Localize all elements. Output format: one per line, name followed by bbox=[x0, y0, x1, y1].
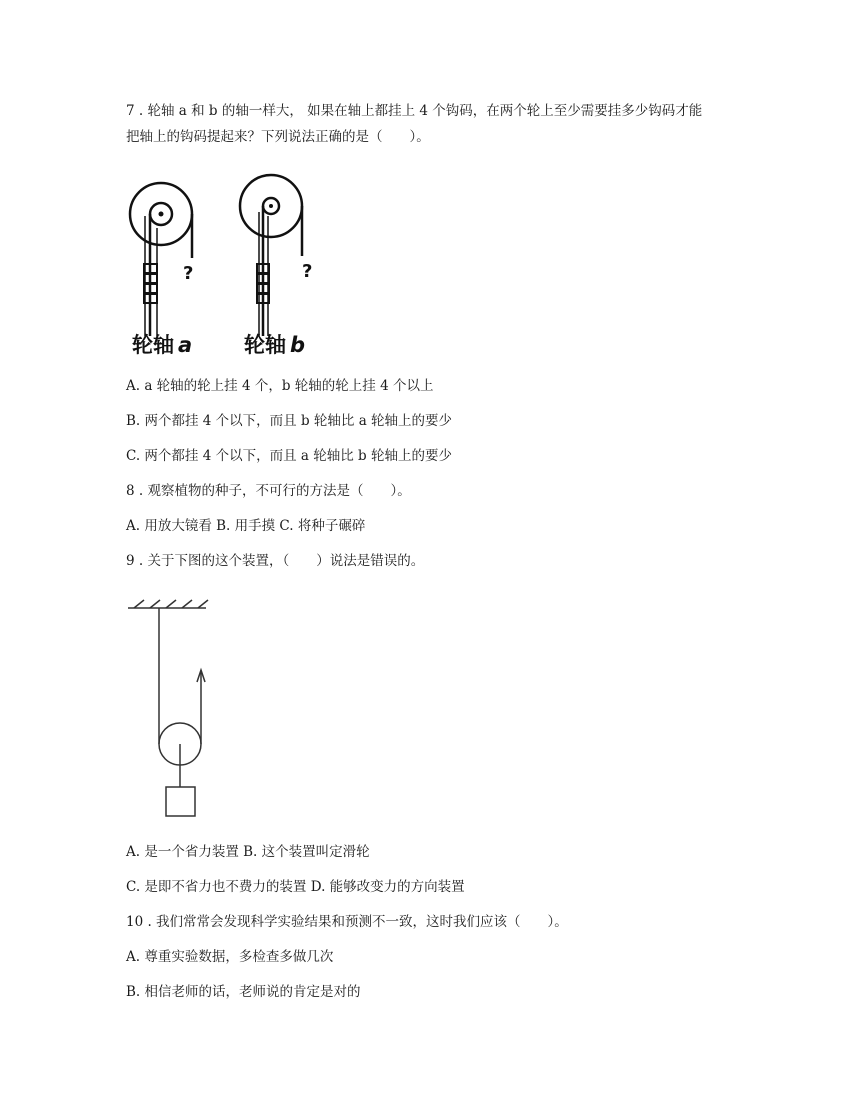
fixed-pulley-figure bbox=[126, 596, 216, 822]
q8-stem: 8 . 观察植物的种子，不可行的方法是（ ）。 bbox=[126, 483, 411, 499]
wheel-axle-a bbox=[130, 183, 192, 336]
q7-stem-line2: 把轴上的钩码提起来？下列说法正确的是（ ）。 bbox=[126, 129, 430, 145]
label-wheel-axle-a-text: 轮轴 bbox=[132, 333, 174, 357]
label-wheel-axle-b-text: 轮轴 bbox=[244, 333, 286, 357]
q10-option-a: A. 尊重实验数据，多检查多做几次 bbox=[126, 949, 334, 965]
q10-option-b: B. 相信老师的话，老师说的肯定是对的 bbox=[126, 984, 361, 1000]
wheel-axle-figure bbox=[126, 166, 326, 360]
load-block bbox=[166, 787, 195, 816]
unknown-weight-b: ? bbox=[302, 261, 313, 282]
wheel-axle-b bbox=[240, 175, 302, 336]
q7-option-c: C. 两个都挂 4 个以下，而且 a 轮轴比 b 轮轴上的要少 bbox=[126, 448, 452, 464]
q9-stem: 9 . 关于下图的这个装置，（ ）说法是错误的。 bbox=[126, 553, 425, 569]
q8-options: A. 用放大镜看 B. 用手摸 C. 将种子碾碎 bbox=[126, 518, 366, 534]
q7-stem-line1: 7 . 轮轴 a 和 b 的轴一样大， 如果在轴上都挂上 4 个钩码，在两个轮上至少需要挂多少钩码才能 bbox=[126, 103, 703, 119]
axle-b-center bbox=[269, 204, 273, 208]
q10-stem: 10 . 我们常常会发现科学实验结果和预测不一致，这时我们应该（ ）。 bbox=[126, 914, 568, 930]
axle-a-center bbox=[159, 212, 164, 217]
label-wheel-axle-b-letter: b bbox=[290, 333, 306, 357]
q7-option-b: B. 两个都挂 4 个以下，而且 b 轮轴比 a 轮轴上的要少 bbox=[126, 413, 453, 429]
ceiling-hatching bbox=[134, 600, 208, 608]
unknown-weight-a: ? bbox=[183, 263, 194, 284]
q9-options-line2: C. 是即不省力也不费力的装置 D. 能够改变力的方向装置 bbox=[126, 879, 465, 895]
q7-option-a: A. a 轮轴的轮上挂 4 个，b 轮轴的轮上挂 4 个以上 bbox=[126, 378, 434, 394]
label-wheel-axle-a-letter: a bbox=[178, 333, 193, 357]
q9-options-line1: A. 是一个省力装置 B. 这个装置叫定滑轮 bbox=[126, 844, 370, 860]
